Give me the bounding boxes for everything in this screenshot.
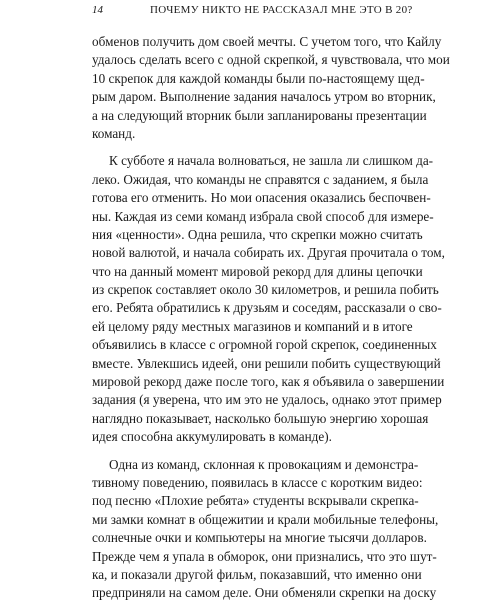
text-line: мировой рекорд даже после того, как я объявила о завершении	[92, 374, 445, 390]
text-line: объявились в классе с огромной горой скрепок, соединенных	[92, 337, 437, 353]
text-line: его. Ребята обратились к друзьям и соседям, рассказали о сво-	[92, 300, 442, 316]
text-line: ния «ценности». Одна решила, что скрепки можно считать	[92, 226, 423, 242]
text-line: из скрепок составляет около 30 километров, и решила побить	[92, 282, 439, 298]
text-line: под песню «Плохие ребята» студенты вскрывали скрепка-	[92, 493, 419, 509]
text-line: К субботе я начала волноваться, не зашла ли слишком да-	[109, 153, 434, 169]
body-text	[92, 33, 450, 603]
text-line: ми замки комнат в общежитии и крали мобильные телефоны,	[92, 511, 439, 527]
text-line: 10 скрепок для каждой команды были по-настоящему щед-	[92, 70, 425, 86]
text-line: что на данный момент мировой рекорд для длины цепочки	[92, 263, 423, 279]
paragraph-3	[92, 456, 439, 603]
text-line: леко. Ожидая, что команды не справятся с заданием, я была	[92, 171, 429, 187]
text-line: Прежде чем я упала в обморок, они признались, что это шут-	[92, 548, 437, 564]
text-line: тивному поведению, появилась в классе с коротким видео:	[92, 474, 423, 490]
running-head	[92, 2, 412, 18]
text-line: команд.	[92, 125, 136, 141]
text-line: готова его отменить. Но мои опасения оказались беспочвен-	[92, 190, 431, 206]
text-line: вместе. Увлекшись идеей, они решили побить существующий	[92, 355, 441, 371]
paragraph-1	[92, 33, 450, 143]
text-line: наглядно показывает, насколько большую энергию хорошая	[92, 410, 429, 426]
text-line: ей целому ряду местных магазинов и компаний и в итоге	[92, 318, 413, 334]
paragraph-2	[92, 152, 445, 446]
text-line: обменов получить дом своей мечты. С учетом того, что Кайлу	[92, 34, 442, 49]
text-line: рым даром. Выполнение задания началось утром во вторник,	[92, 89, 436, 105]
running-title: ПОЧЕМУ НИКТО НЕ РАССКАЗАЛ МНЕ ЭТО В 20?	[150, 4, 413, 16]
page-number: 14	[92, 4, 103, 16]
text-line: идея способна аккумулировать в команде).	[92, 429, 332, 445]
text-line: задания (я уверена, что им это не удалось, однако этот пример	[92, 392, 442, 408]
text-line: удалось сделать всего с одной скрепкой, я чувствовала, что мои	[92, 52, 450, 68]
text-line: предприняли на самом деле. Они обменяли скрепки на доску	[92, 585, 437, 601]
text-line: солнечные очки и компьютеры на многие тысячи долларов.	[92, 530, 427, 546]
text-line: Одна из команд, склонная к провокациям и демонстра-	[109, 456, 419, 472]
text-line: ка, и показали другой фильм, показавший, что именно они	[92, 566, 422, 582]
text-line: новой валютой, и начала собирать их. Другая прочитала о том,	[92, 245, 445, 261]
text-line: а на следующий вторник были запланированы презентации	[92, 107, 427, 123]
text-line: ны. Каждая из семи команд избрала свой способ для измере-	[92, 208, 434, 224]
